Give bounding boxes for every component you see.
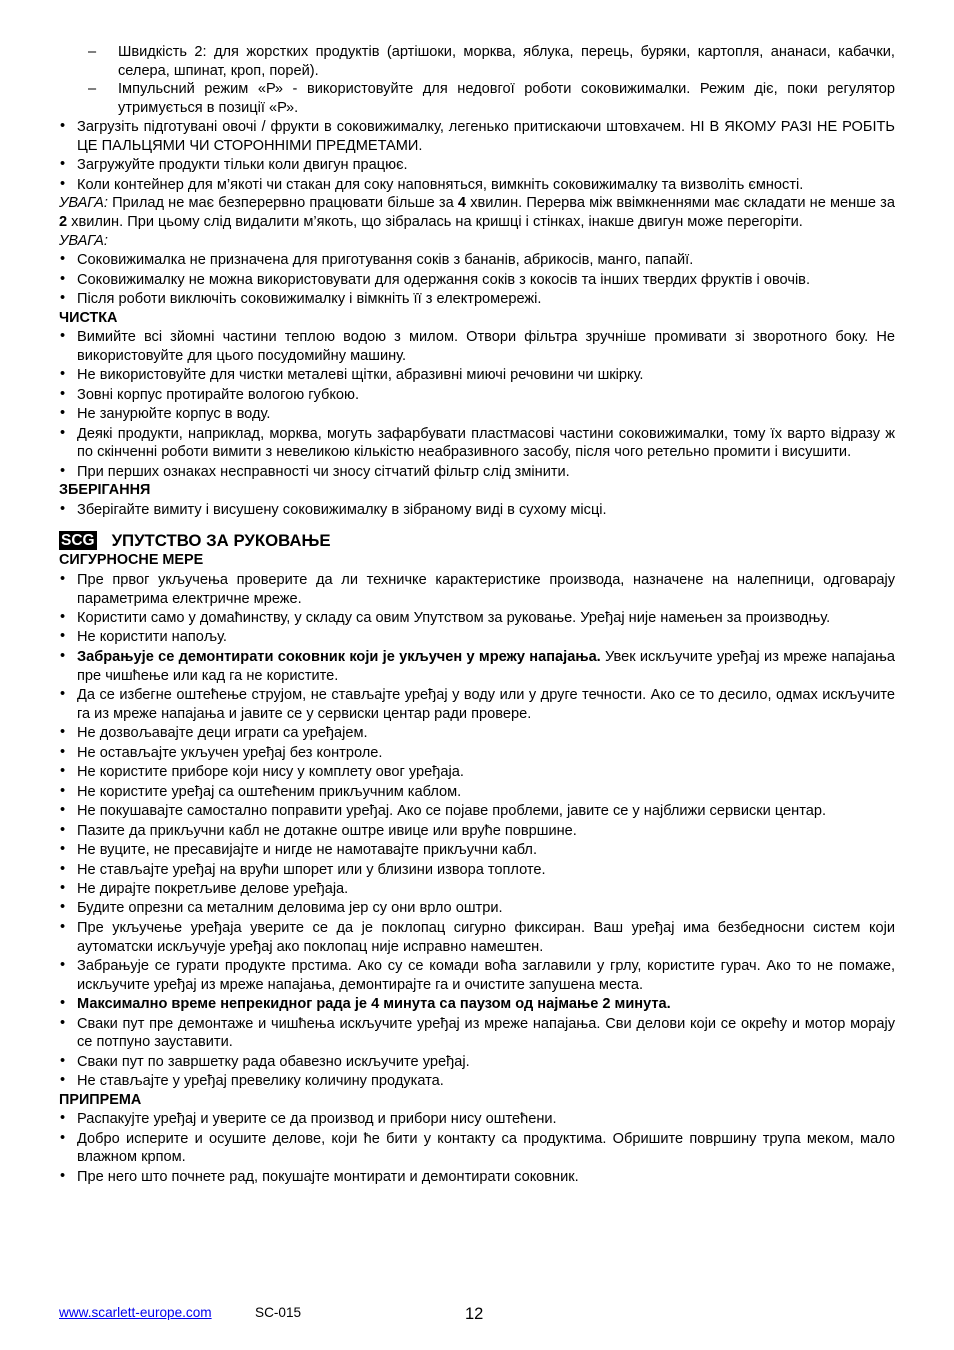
page-footer — [59, 1304, 895, 1326]
list-item: • Забрањује се демонтирати сокoвник који је укључен у мрежу напајања. Увек искључите уређај из мреже напајања пре чишћење или кад га не користите. — [60, 647, 895, 684]
warning-minutes-run: 4 — [457, 195, 467, 212]
page-number: 12 — [465, 1305, 484, 1323]
list-item: • Добро исперите и осушите делове, који ће бити у контакту са продуктима. Обришите површину трупа меком, мало влажном крпом. — [60, 1129, 895, 1166]
bold-warning: Забрањује се демонтирати сокoвник који је укључен у мрежу напајања. — [77, 648, 601, 665]
list-item: • Соковижималку не можна використовувати для одержання соків з кокосів та інших твердих фруктів і овочів. — [60, 270, 810, 288]
list-item: • Не користите уређај са оштећеним прикључним каблом. — [60, 782, 462, 800]
list-item: • Не використовуйте для чистки металеві щітки, абразивні миючі речовини чи шкірку. — [60, 366, 644, 384]
list-item: • Зберігайте вимиту і висушену соковижималку в зібраному виді в сухому місці. — [60, 500, 607, 518]
warning-text-1: Прилад не має безперервно працювати більше за — [107, 195, 458, 212]
speed-mode-list — [59, 43, 895, 117]
usage-list — [59, 118, 895, 194]
language-badge: SCG — [61, 532, 95, 550]
scg-safety-list-end — [59, 1015, 895, 1091]
warning-label: УВАГА: — [59, 195, 108, 212]
list-item: – Швидкість 2: для жорстких продуктів (артішоки, морква, яблука, перець, буряки, картопля, ананаси, кабачки, селера, шпинат, кроп, порей). — [88, 44, 895, 79]
list-item: • Не остављајте укључен уређај без контроле. — [60, 743, 383, 761]
scg-prep-list — [59, 1110, 895, 1186]
list-item: • Соковижималка не призначена для приготування соків з бананів, абрикосів, манго, папайї. — [60, 251, 694, 269]
list-item: • Не покушавајте самостално поправити уређај. Ако се појаве проблеми, јавите се у најближи сервиски центар. — [60, 802, 827, 820]
list-item: • Вимийте всі зйомні частини теплою водою з милом. Отвори фільтра зручніше промивати зі зворотного боку. Не використовуйте для цього посудомийну машину. — [60, 328, 895, 364]
list-item: • Не дозвољавајте деци играти са уређајем. — [60, 724, 368, 742]
list-item: • Не стављајте уређај на врући шпорет или у близини извора топлоте. — [60, 860, 546, 878]
list-item: • Сваки пут пре демонтаже и чишћења искључите уређај из мреже напајања. Сви делови који се окрећу и мотор морају се потпуно зауставити. — [60, 1014, 895, 1051]
list-item: • Сваки пут по завршетку рада обавезно искључите уређај. — [60, 1052, 470, 1070]
list-item: • Не користите приборе који нису у комплету овог уређаја. — [60, 763, 464, 781]
scg-safety-bold-item — [59, 995, 895, 1014]
list-item: • Забрањује се гурати продукте прстима. Ако су се комади воћа заглавили у грлу, користите гурач. Ако то не помаже, искључите уређај из мреже напајања, демонтирајте га и очистите запушена места. — [60, 957, 895, 993]
scg-section-title: УПУТСТВО ЗА РУКОВАЊЕ — [111, 531, 331, 551]
list-item: • Не занурюйте корпус в воду. — [60, 405, 271, 423]
list-item: • Не стављајте у уређај превелику количину продуката. — [60, 1072, 444, 1090]
list-item: • Не дирајте покретљиве делове уређаја. — [60, 879, 349, 897]
list-item: • Пре укључење уређаја уверите се да је поклопац сигурно фиксиран. Ваш уређај има безбедносни систем који аутоматски искључује уређај ако поклопац није исправно намештен. — [60, 918, 895, 955]
scg-safety-list — [59, 571, 895, 685]
list-item: • Да се избегне оштећење струјом, не стављајте уређај у воду или у друге течности. Ако се то десило, одмах искључите га из мреже напајања и јавите се у сервиски центар ради провере. — [60, 686, 895, 722]
warning-text-3: хвилин. При цьому слід видалити м’якоть, що зібралась на кришці і стінках, інакше двигун може перегоріти. — [67, 214, 803, 231]
scg-safety-heading: СИГУРНОСНЕ МЕРЕ — [59, 552, 204, 569]
list-item: • Не користити напољу. — [60, 628, 227, 646]
list-item: • Пре првог укључења проверите да ли техничке карактеристике производа, назначене на налепници, одговарају параметрима електричне мреже. — [60, 570, 895, 607]
list-item: – Імпульсний режим «Р» - використовуйте для недовгої роботи соковижималки. Режим діє, поки регулятор утримується в позиції «Р». — [88, 81, 895, 116]
scg-prep-heading: ПРИПРЕМА — [59, 1091, 142, 1108]
uk-warning-list — [59, 251, 895, 309]
list-item: • Загружуйте продукти тільки коли двигун працює. — [60, 156, 408, 174]
uk-cleaning-list — [59, 328, 895, 481]
list-item: • Після роботи виключіть соковижималку і вімкніть її з електромережі. — [60, 290, 542, 308]
list-item: • Будите опрезни са металним деловима јер су они врло оштри. — [60, 899, 503, 917]
uk-warning-label-2: УВАГА: — [59, 232, 108, 249]
uk-cleaning-heading: ЧИСТКА — [59, 309, 118, 326]
list-item: • Зовні корпус протирайте вологою губкою. — [60, 385, 360, 403]
list-item: • Максимално време непрекидног рада је 4 минута са паузом од најмање 2 минута. — [60, 995, 671, 1013]
list-item: • Не вуците, не пресавијајте и нигде не намотавајте прикључни кабл. — [60, 841, 537, 859]
list-item: • Распакујте уређај и уверите се да производ и прибори нису оштећени. — [60, 1110, 557, 1128]
list-item: • Пазите да прикључни кабл не дотакне оштре ивице или вруће површине. — [60, 821, 577, 839]
list-item: • Коли контейнер для м’якоті чи стакан для соку наповняться, вимкніть соковижималку та визволіть ємності. — [60, 175, 804, 193]
list-item: • Деякі продукти, наприклад, морква, могуть зафарбувати пластмасові частини соковижималки, тому їх варто відразу ж по скінченні роботи вимити з невеликою кількістю неабразивного засобу, після чого ретельно промити і висушити. — [60, 424, 895, 461]
website-link[interactable]: www.scarlett-europe.com — [59, 1305, 212, 1320]
uk-storage-list — [59, 501, 895, 520]
warning-minutes-pause: 2 — [59, 214, 68, 231]
manual-page — [59, 43, 895, 1186]
list-item: • При перших ознаках несправності чи зносу сітчатий фільтр слід змінити. — [60, 462, 570, 480]
list-item: • Користити само у домаћинству, у складу са овим Упутством за руковање. Уређај није намењен за производњу. — [60, 608, 831, 626]
uk-warning-note — [59, 194, 895, 231]
scg-section-heading — [59, 530, 895, 551]
warning-text-2: хвилин. Перерва між ввімкненнями має складати не менше за — [466, 195, 895, 212]
uk-storage-heading: ЗБЕРІГАННЯ — [59, 482, 151, 499]
list-item: • Пре него што почнете рад, покушајте монтирати и демонтирати сокoвник. — [60, 1167, 579, 1185]
scg-safety-list-cont — [59, 686, 895, 994]
list-item: • Загрузіть підготувані овочі / фрукти в соковижималку, легенько притискаючи штовхачем. НІ В ЯКОМУ РАЗІ НЕ РОБІТЬ ЦЕ ПАЛЬЦЯМИ ЧИ СТОРОННІМИ ПРЕДМЕТАМИ. — [60, 118, 895, 154]
model-number: SC-015 — [255, 1305, 302, 1320]
